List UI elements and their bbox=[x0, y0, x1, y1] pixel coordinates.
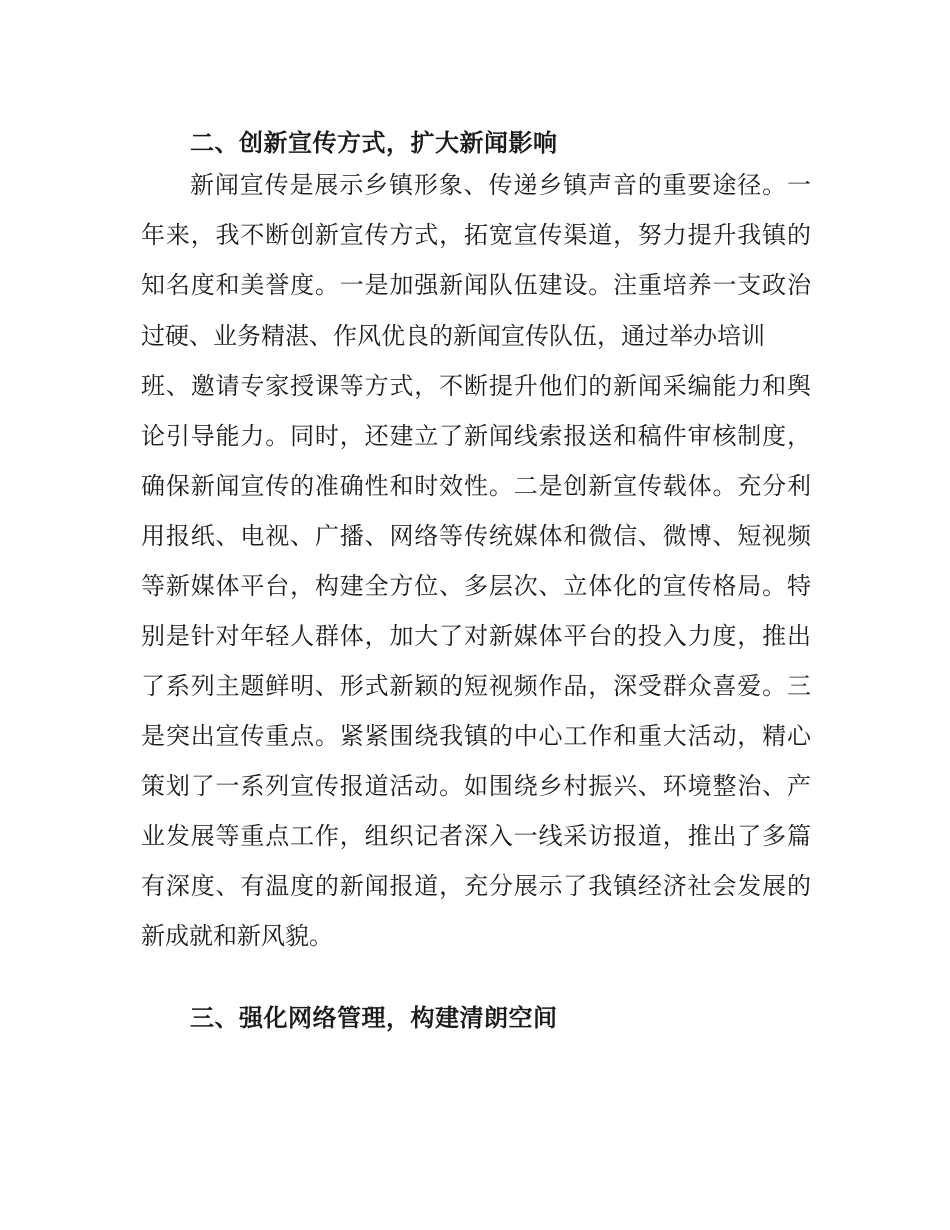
paragraph-line: 策划了一系列宣传报道活动。如围绕乡村振兴、环境整治、产 bbox=[141, 772, 811, 800]
section-heading: 三、强化网络管理，构建清朗空间 bbox=[190, 1004, 558, 1032]
paragraph-line: 年来，我不断创新宣传方式，拓宽宣传渠道，努力提升我镇的 bbox=[141, 221, 811, 249]
section-heading: 二、创新宣传方式，扩大新闻影响 bbox=[190, 129, 558, 157]
paragraph-line: 新成就和新风貌。 bbox=[141, 922, 333, 950]
paragraph-line: 用报纸、电视、广播、网络等传统媒体和微信、微博、短视频 bbox=[141, 522, 811, 550]
paragraph-line: 等新媒体平台，构建全方位、多层次、立体化的宣传格局。特 bbox=[141, 572, 811, 600]
paragraph-line: 论引导能力。同时，还建立了新闻线索报送和稿件审核制度， bbox=[141, 422, 811, 450]
paragraph-line: 班、邀请专家授课等方式，不断提升他们的新闻采编能力和舆 bbox=[141, 372, 811, 400]
paragraph-line: 有深度、有温度的新闻报道，充分展示了我镇经济社会发展的 bbox=[141, 872, 811, 900]
paragraph-line: 确保新闻宣传的准确性和时效性。二是创新宣传载体。充分利 bbox=[141, 472, 811, 500]
paragraph-line: 了系列主题鲜明、形式新颖的短视频作品，深受群众喜爱。三 bbox=[141, 672, 811, 700]
paragraph-line: 业发展等重点工作，组织记者深入一线采访报道，推出了多篇 bbox=[141, 822, 811, 850]
paragraph-line: 过硬、业务精湛、作风优良的新闻宣传队伍，通过举办培训 bbox=[141, 322, 765, 350]
paragraph-line: 新闻宣传是展示乡镇形象、传递乡镇声音的重要途径。一 bbox=[190, 171, 811, 199]
paragraph-line: 知名度和美誉度。一是加强新闻队伍建设。注重培养一支政治 bbox=[141, 271, 811, 299]
paragraph-line: 是突出宣传重点。紧紧围绕我镇的中心工作和重大活动，精心 bbox=[141, 722, 811, 750]
paragraph-line: 别是针对年轻人群体，加大了对新媒体平台的投入力度，推出 bbox=[141, 622, 811, 650]
